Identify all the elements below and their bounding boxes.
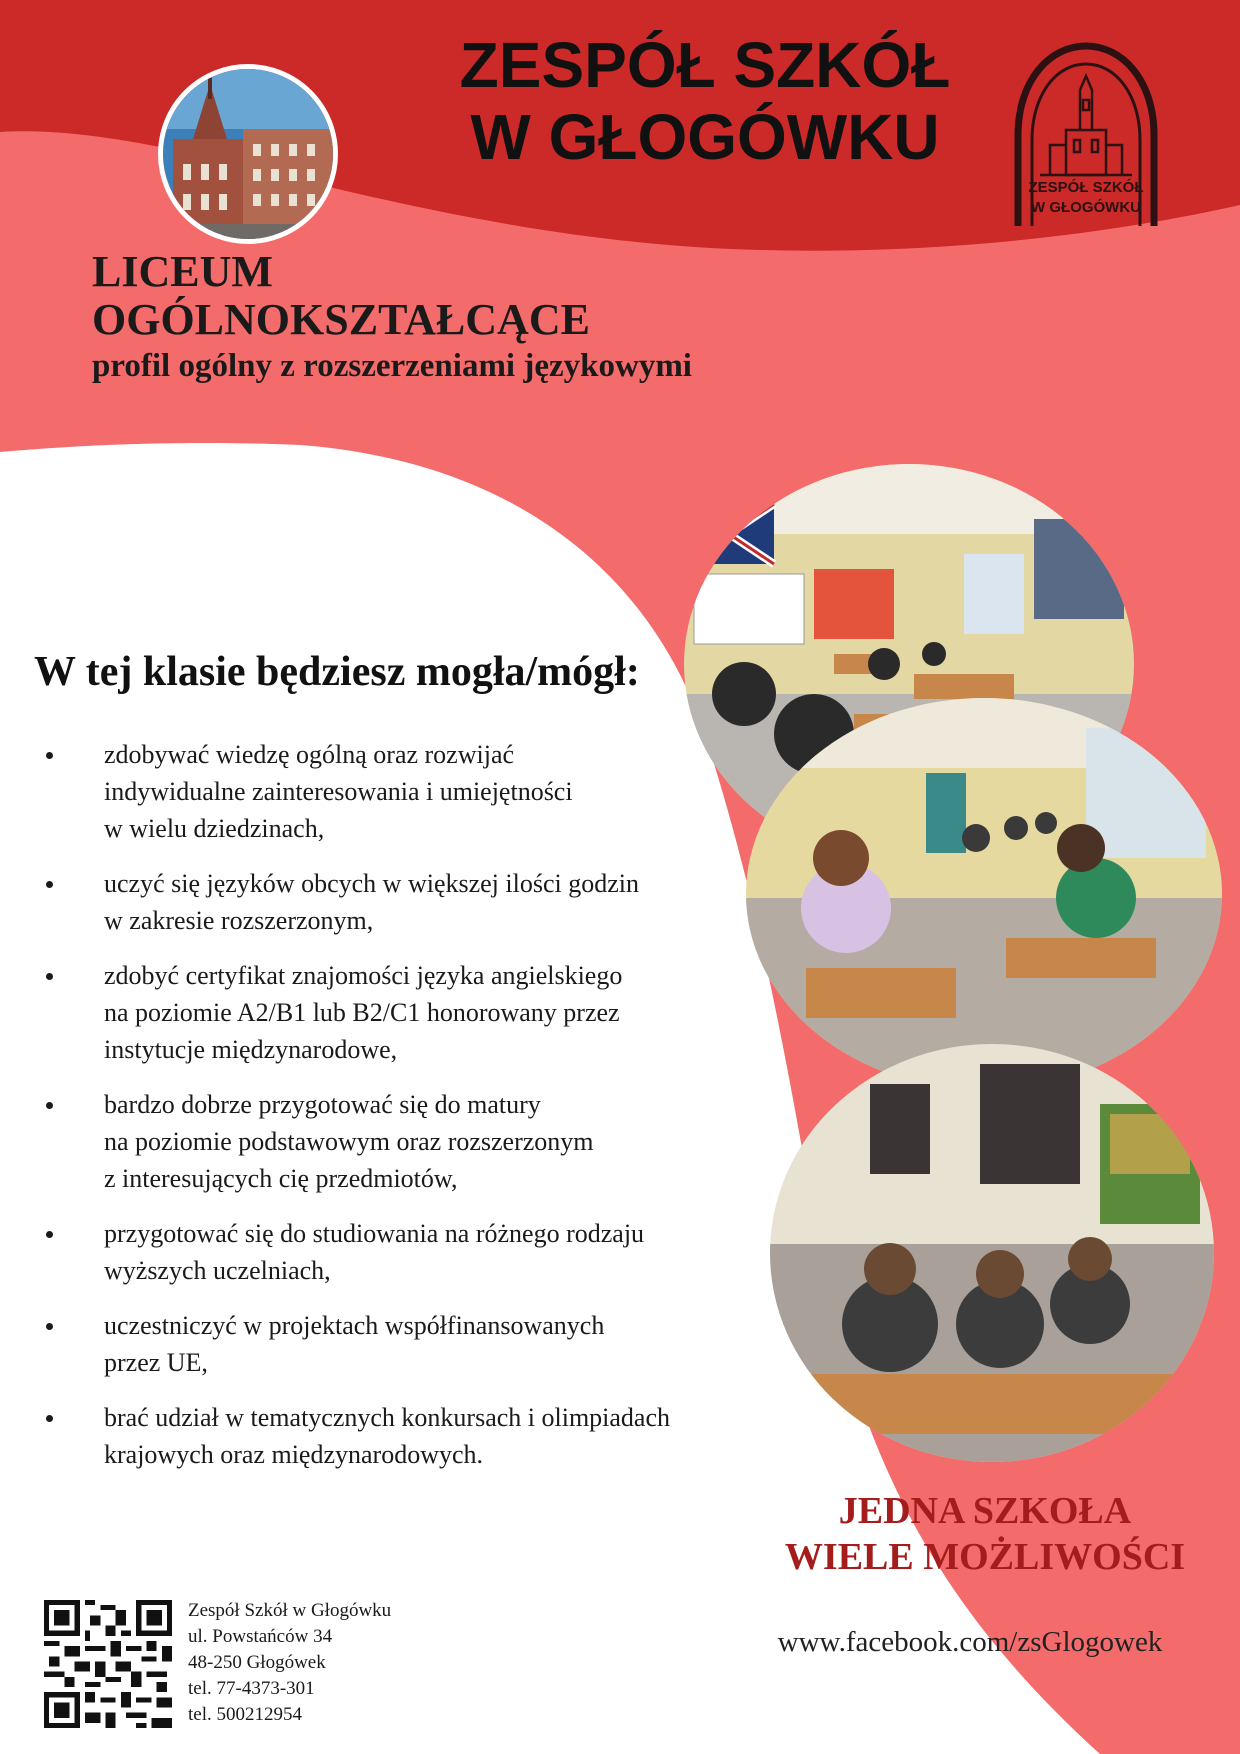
bullet-icon [46, 1231, 53, 1238]
classroom-photo-3 [770, 1044, 1214, 1462]
list-item-text: zdobywać wiedzę ogólną oraz rozwijać indywidualne zainteresowania i umiejętności w wielu dziedzinach, [104, 740, 573, 843]
program-title-line1: LICEUM [92, 247, 273, 296]
program-title [92, 248, 692, 386]
slogan-line2: WIELE MOŻLIWOŚCI [784, 1536, 1186, 1578]
school-name-line1: ZESPÓŁ SZKÓŁ [459, 29, 951, 101]
program-title-line2: OGÓLNOKSZTAŁCĄCE [92, 295, 590, 344]
list-item-text: bardzo dobrze przygotować się do matury na poziomie podstawowym oraz rozszerzonym z interesujących cię przedmiotów, [104, 1090, 594, 1193]
facebook-link[interactable]: www.facebook.com/zsGlogowek [777, 1626, 1163, 1658]
bullet-icon [46, 1323, 53, 1330]
list-item-text: przygotować się do studiowania na różnego rodzaju wyższych uczelniach, [104, 1219, 645, 1285]
slogan-line1: JEDNA SZKOŁA [838, 1490, 1132, 1532]
bullet-icon [46, 1415, 53, 1422]
list-item-text: uczestniczyć w projektach współfinansowanych przez UE, [104, 1311, 605, 1377]
list-item [40, 1399, 760, 1473]
contact-address [188, 1598, 391, 1728]
qr-code-icon [44, 1600, 172, 1728]
list-item [40, 1215, 760, 1289]
list-item-text: brać udział w tematycznych konkursach i olimpiadach krajowych oraz międzynarodowych. [104, 1403, 671, 1469]
bullet-icon [46, 881, 53, 888]
benefits-heading: W tej klasie będziesz mogła/mógł: [34, 649, 640, 695]
school-name [400, 30, 1010, 173]
program-subtitle: profil ogólny z rozszerzeniami językowymi [92, 348, 692, 384]
list-item [40, 1307, 760, 1381]
contact-school-name: Zespół Szkół w Głogówku [188, 1600, 392, 1621]
logo-text-line1: ZESPÓŁ SZKÓŁ [1028, 179, 1144, 196]
school-logo [1010, 40, 1162, 230]
bullet-icon [46, 752, 53, 759]
contact-phone-1: tel. 77-4373-301 [188, 1678, 315, 1699]
list-item [40, 1086, 760, 1197]
classroom-photo-2 [746, 698, 1222, 1090]
contact-street: ul. Powstańców 34 [188, 1626, 333, 1647]
list-item [40, 957, 760, 1068]
contact-phone-2: tel. 500212954 [188, 1704, 302, 1725]
school-building-photo [158, 64, 338, 244]
school-name-line2: W GŁOGÓWKU [470, 100, 940, 173]
benefits-list [40, 736, 760, 1491]
bullet-icon [46, 1102, 53, 1109]
slogan [760, 1488, 1210, 1580]
bullet-icon [46, 973, 53, 980]
list-item [40, 736, 760, 847]
list-item-text: uczyć się języków obcych w większej ilości godzin w zakresie rozszerzonym, [104, 869, 639, 935]
list-item [40, 865, 760, 939]
contact-city: 48-250 Głogówek [188, 1652, 326, 1673]
list-item-text: zdobyć certyfikat znajomości języka angielskiego na poziomie A2/B1 lub B2/C1 honorowany przez instytucje międzynarodowe, [104, 961, 623, 1064]
logo-text-line2: W GŁOGÓWKU [1031, 199, 1141, 216]
